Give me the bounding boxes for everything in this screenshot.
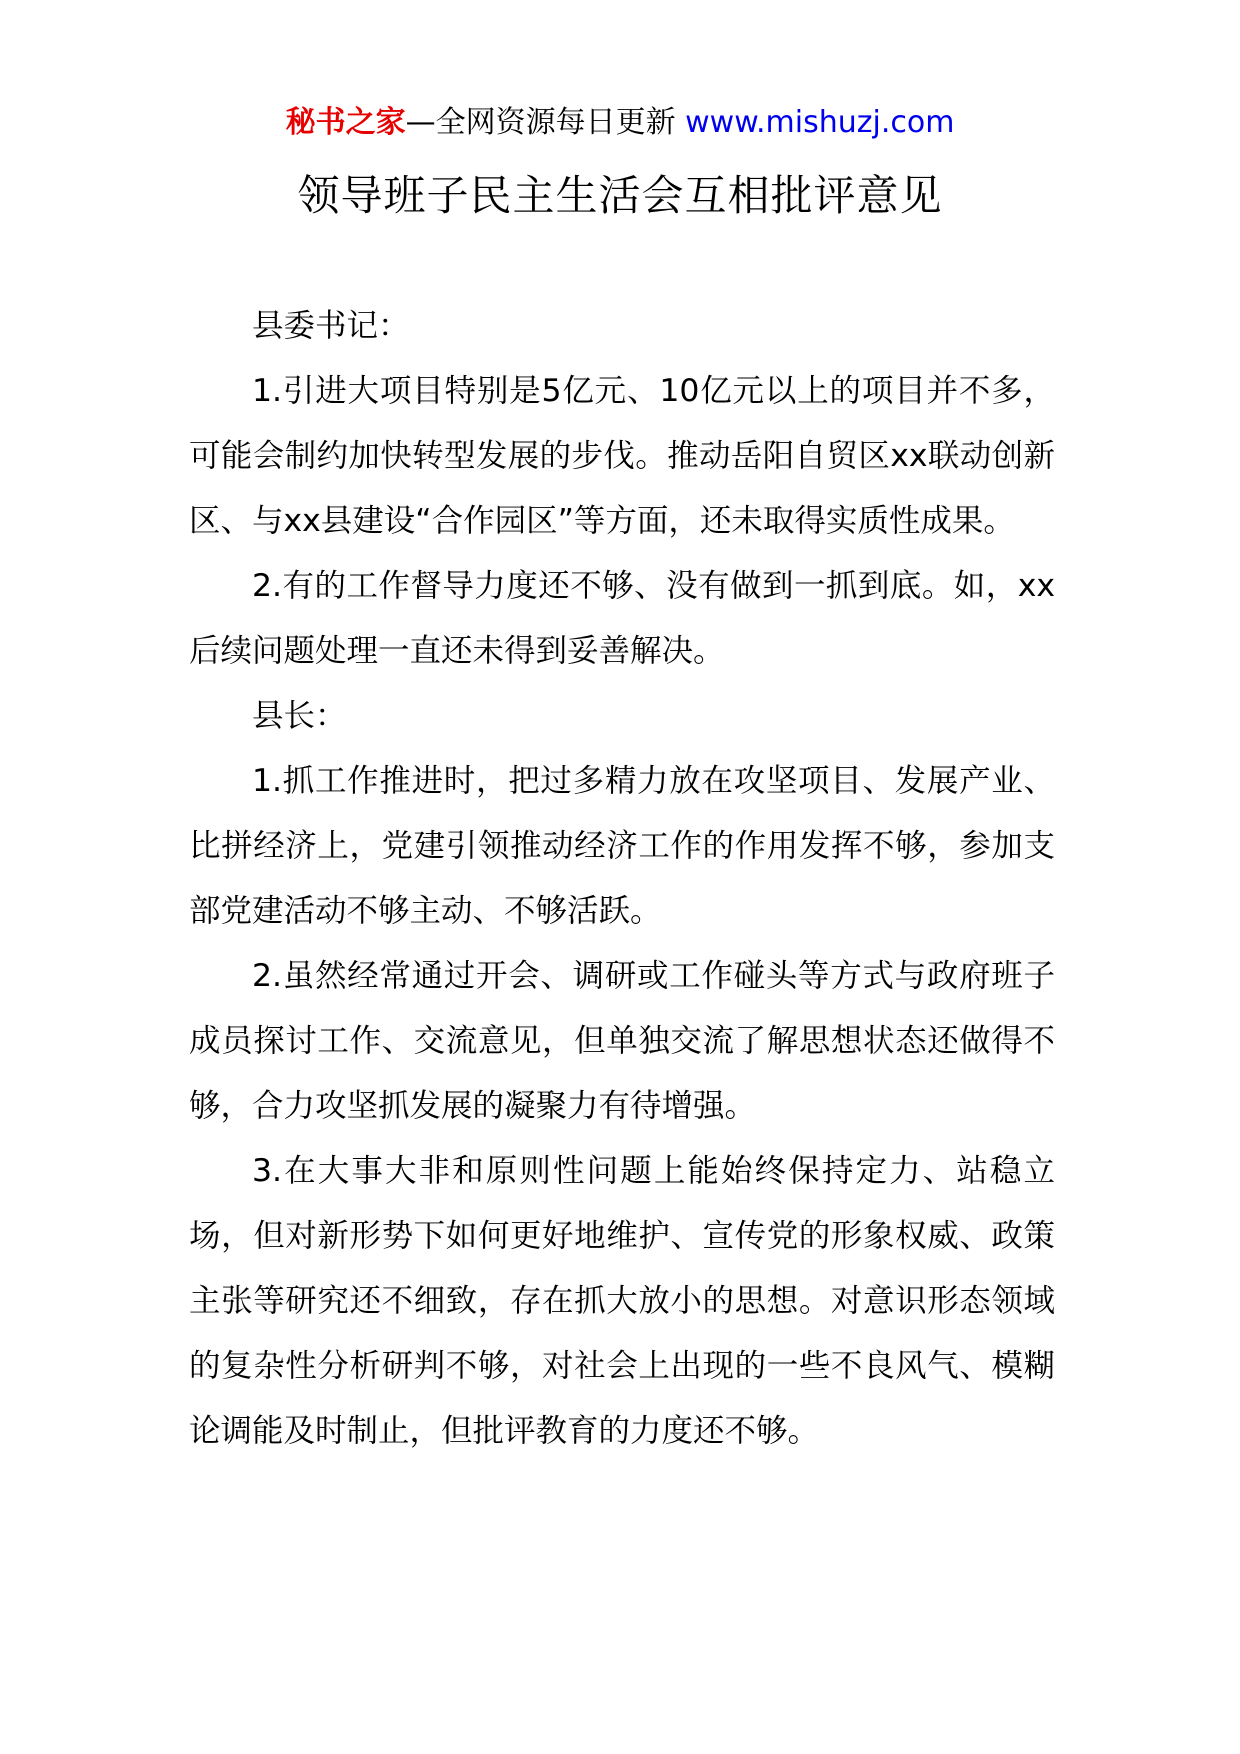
document-title: 领导班子民主生活会互相批评意见 xyxy=(297,171,943,220)
brand-name: 秘书之家 xyxy=(285,105,406,140)
paragraph: 2.有的工作督导力度还不够、没有做到一抓到底。如，xx后续问题处理一直还未得到妥善解决。 xyxy=(189,568,1055,669)
paragraph: 3.在大事大非和原则性问题上能始终保持定力、站稳立场，但对新形势下如何更好地维护、宣传党的形象权威、政策主张等研究还不细致，存在抓大放小的思想。对意识形态领域的复杂性分析研判不够，对社会上出现的一些不良风气、模糊论调能及时制止，但批评教育的力度还不够。 xyxy=(189,1153,1055,1449)
site-header xyxy=(0,103,1240,143)
section-heading-county-secretary: 县委书记： xyxy=(252,308,410,344)
section-heading-county-head: 县长： xyxy=(252,698,347,734)
site-url-link[interactable]: www.mishuzj.com xyxy=(685,105,955,140)
paragraph: 1.引进大项目特别是5亿元、10亿元以上的项目并不多，可能会制约加快转型发展的步伐。推动岳阳自贸区xx联动创新区、与xx县建设“合作园区”等方面，还未取得实质性成果。 xyxy=(189,373,1055,539)
paragraph: 2.虽然经常通过开会、调研或工作碰头等方式与政府班子成员探讨工作、交流意见，但单独交流了解思想状态还做得不够，合力攻坚抓发展的凝聚力有待增强。 xyxy=(189,958,1055,1124)
header-tagline: —全网资源每日更新 xyxy=(405,105,676,140)
paragraph: 1.抓工作推进时，把过多精力放在攻坚项目、发展产业、比拼经济上，党建引领推动经济工作的作用发挥不够，参加支部党建活动不够主动、不够活跃。 xyxy=(189,763,1055,929)
document-body xyxy=(189,294,1055,1464)
